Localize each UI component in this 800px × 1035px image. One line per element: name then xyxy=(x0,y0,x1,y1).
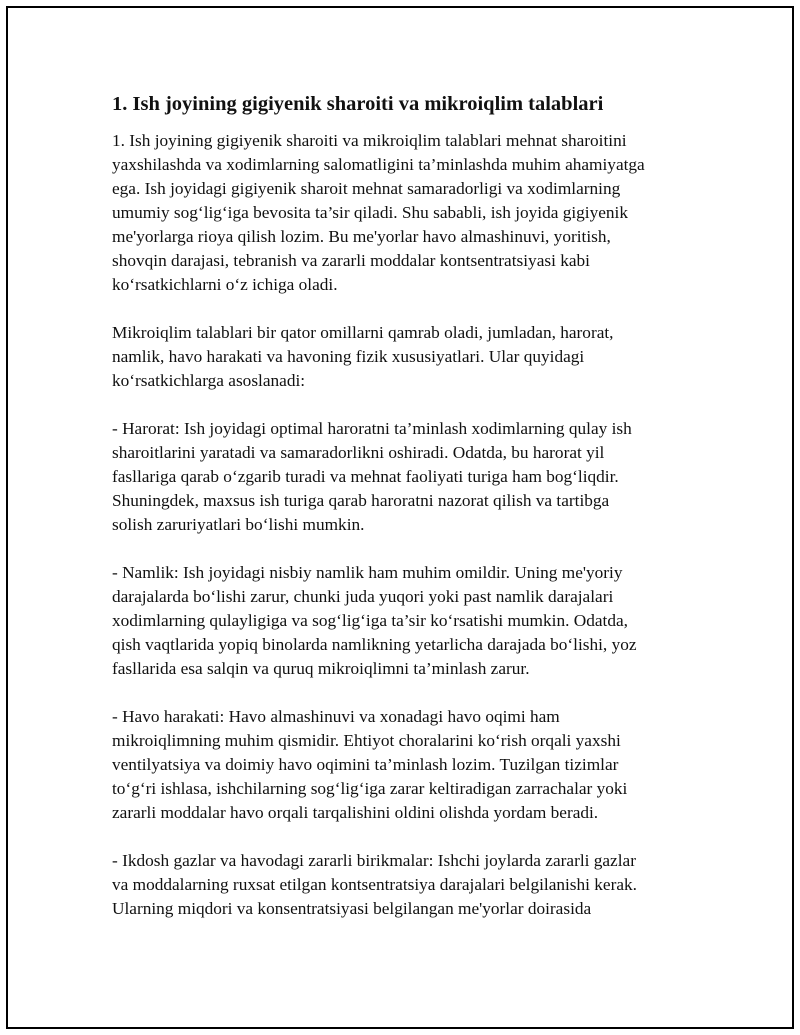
text-line: sharoitlarini yaratadi va samaradorlikni oshiradi. Odatda, bu harorat yil xyxy=(112,443,605,462)
text-line: Shuningdek, maxsus ish turiga qarab haroratni nazorat qilish va tartibga xyxy=(112,491,610,510)
text-line: to‘g‘ri ishlasa, ishchilarning sog‘lig‘iga zarar keltiradigan zarrachalar yoki xyxy=(112,779,628,798)
text-line: Ularning miqdori va konsentratsiyasi belgilangan me'yorlar doirasida xyxy=(112,899,592,918)
text-line: ega. Ish joyidagi gigiyenik sharoit mehnat samaradorligi va xodimlarning xyxy=(112,179,621,198)
text-line: va moddalarning ruxsat etilgan kontsentratsiya darajalari belgilanishi kerak. xyxy=(112,875,637,894)
text-line: - Havo harakati: Havo almashinuvi va xonadagi havo oqimi ham xyxy=(112,707,560,726)
text-line: darajalarda bo‘lishi zarur, chunki juda yuqori yoki past namlik darajalari xyxy=(112,587,614,606)
paragraph-harmful-gases xyxy=(112,849,702,921)
text-line: fasllariga qarab o‘zgarib turadi va mehnat faoliyati turiga ham bog‘liqdir. xyxy=(112,467,619,486)
text-line: - Harorat: Ish joyidagi optimal haroratni ta’minlash xodimlarning qulay ish xyxy=(112,419,632,438)
text-line: me'yorlarga rioya qilish lozim. Bu me'yorlar havo almashinuvi, yoritish, xyxy=(112,227,611,246)
text-line: umumiy sog‘lig‘iga bevosita ta’sir qiladi. Shu sababli, ish joyida gigiyenik xyxy=(112,203,628,222)
text-line: Mikroiqlim talablari bir qator omillarni qamrab oladi, jumladan, harorat, xyxy=(112,323,614,342)
paragraph-humidity xyxy=(112,561,702,681)
text-line: yaxshilashda va xodimlarning salomatligini ta’minlashda muhim ahamiyatga xyxy=(112,155,645,174)
paragraph-intro xyxy=(112,129,702,297)
paragraph-air-movement xyxy=(112,705,702,825)
text-line: qish vaqtlarida yopiq binolarda namlikning yetarlicha darajada bo‘lishi, yoz xyxy=(112,635,637,654)
text-line: solish zaruriyatlari bo‘lishi mumkin. xyxy=(112,515,365,534)
text-line: 1. Ish joyining gigiyenik sharoiti va mikroiqlim talablari mehnat sharoitini xyxy=(112,131,627,150)
section-heading: 1. Ish joyining gigiyenik sharoiti va mikroiqlim talablari xyxy=(112,93,604,115)
text-line: mikroiqlimning muhim qismidir. Ehtiyot choralarini ko‘rish orqali yaxshi xyxy=(112,731,621,750)
text-line: - Namlik: Ish joyidagi nisbiy namlik ham muhim omildir. Uning me'yoriy xyxy=(112,563,623,582)
text-line: ko‘rsatkichlarga asoslanadi: xyxy=(112,371,306,390)
paragraph-temperature xyxy=(112,417,702,537)
document-body xyxy=(112,90,702,945)
text-line: ko‘rsatkichlarni o‘z ichiga oladi. xyxy=(112,275,338,294)
text-line: - Ikdosh gazlar va havodagi zararli birikmalar: Ishchi joylarda zararli gazlar xyxy=(112,851,636,870)
paragraph-microclimate xyxy=(112,321,702,393)
text-line: ventilyatsiya va doimiy havo oqimini ta’minlash lozim. Tuzilgan tizimlar xyxy=(112,755,619,774)
text-line: zararli moddalar havo orqali tarqalishini oldini olishda yordam beradi. xyxy=(112,803,599,822)
text-line: xodimlarning qulayligiga va sog‘lig‘iga ta’sir ko‘rsatishi mumkin. Odatda, xyxy=(112,611,628,630)
text-line: shovqin darajasi, tebranish va zararli moddalar kontsentratsiyasi kabi xyxy=(112,251,590,270)
text-line: namlik, havo harakati va havoning fizik xususiyatlari. Ular quyidagi xyxy=(112,347,585,366)
text-line: fasllarida esa salqin va quruq mikroiqlimni ta’minlash zarur. xyxy=(112,659,530,678)
